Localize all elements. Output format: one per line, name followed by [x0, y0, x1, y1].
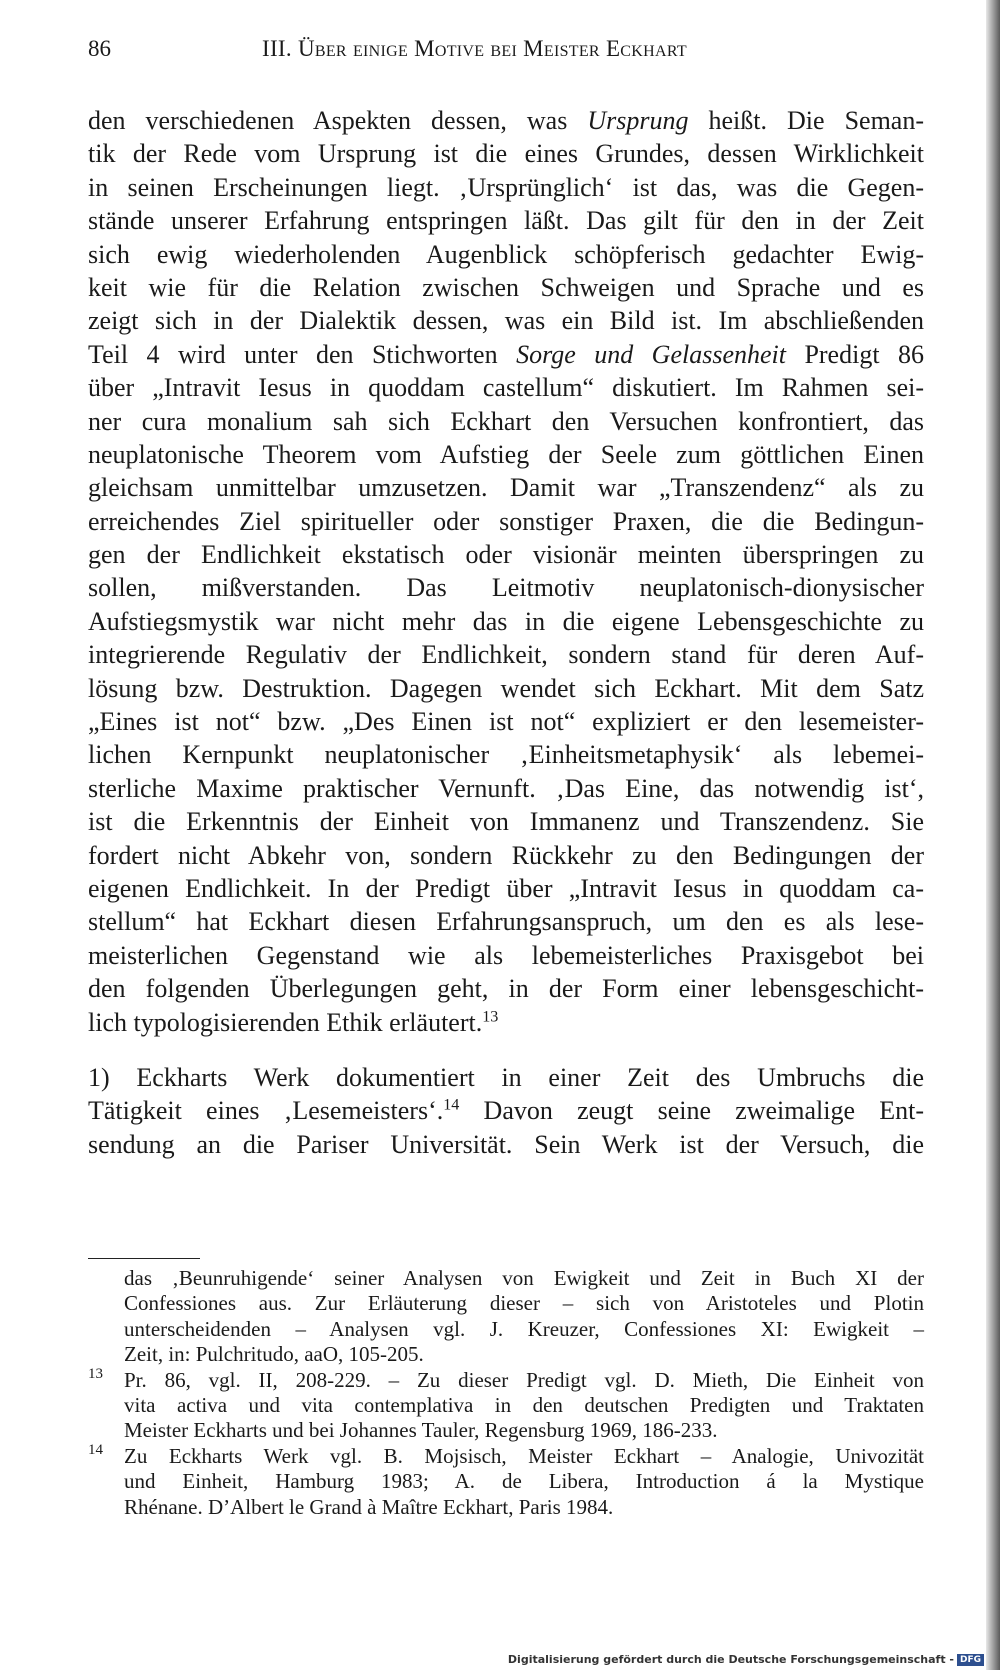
- text-line: zeigt sich in der Dialektik dessen, was ein Bild ist. Im abschließenden: [88, 306, 924, 336]
- running-head: [88, 36, 928, 76]
- text-line: eigenen Endlichkeit. In der Predigt über „Intravit Iesus in quoddam ca-: [88, 873, 924, 903]
- emphasis-sorge-gelassenheit: Sorge und Gelassenheit: [516, 339, 786, 369]
- running-title: III. Über einige Motive bei Meister Eckhart: [262, 36, 687, 61]
- footnote-line: Confessiones aus. Zur Erläuterung dieser – sich von Aristoteles und Plotin: [124, 1291, 924, 1316]
- footnote-13: [88, 1365, 924, 1444]
- text-line: den verschiedenen Aspekten dessen, was Ursprung heißt. Die Seman-: [88, 106, 924, 135]
- text-line: den folgenden Überlegungen geht, in der Form einer lebensgeschicht-: [88, 974, 924, 1004]
- text-line: gleichsam unmittelbar umzusetzen. Damit war „Transzendenz“ als zu: [88, 473, 924, 503]
- text-line: tik der Rede vom Ursprung ist die eines Grundes, dessen Wirklichkeit: [88, 139, 924, 169]
- text-line: sollen, mißverstanden. Das Leitmotiv neuplatonisch-dionysischer: [88, 573, 924, 603]
- text-line: in seinen Erscheinungen liegt. ‚Ursprünglich‘ ist das, was die Gegen-: [88, 172, 924, 202]
- emphasis-ursprung: Ursprung: [587, 106, 689, 135]
- text-line: keit wie für die Relation zwischen Schweigen und Sprache und es: [88, 272, 924, 302]
- text-line: sich ewig wiederholenden Augenblick schöpferisch gedachter Ewig-: [88, 239, 924, 269]
- text-line: Teil 4 wird unter den Stichworten Sorge und Gelassenheit Predigt 86: [88, 339, 925, 369]
- footnotes: [88, 1266, 924, 1520]
- footnote-ref-14[interactable]: 14: [443, 1096, 460, 1114]
- footnote-separator: [88, 1258, 200, 1259]
- text-line: ist die Erkenntnis der Einheit von Immanenz und Transzendenz. Sie: [88, 807, 924, 837]
- footnote-mark-14: 14: [88, 1441, 103, 1458]
- text-line: 1) Eckharts Werk dokumentiert in einer Zeit des Umbruchs die: [88, 1062, 924, 1092]
- text-line: Tätigkeit eines ‚Lesemeisters‘.$^{14}$ Davon zeugt seine zweimalige Ent-: [88, 1096, 924, 1126]
- text-line: ner cura monalium sah sich Eckhart den Versuchen konfrontiert, das: [88, 406, 924, 436]
- text-line: sendung an die Pariser Universität. Sein Werk ist der Versuch, die: [88, 1129, 924, 1159]
- text-line: Aufstiegsmystik war nicht mehr das in die eigene Lebensgeschichte zu: [88, 606, 924, 636]
- text-line: integrierende Regulativ der Endlichkeit, sondern stand für deren Auf-: [88, 640, 924, 670]
- text-line: lich typologisierenden Ethik erläutert.$^{13}$: [88, 1007, 499, 1037]
- text-line: stände unserer Erfahrung entspringen läßt. Das gilt für den in der Zeit: [88, 206, 924, 236]
- text-line: „Eines ist not“ bzw. „Des Einen ist not“ expliziert er den lesemeister-: [88, 707, 924, 737]
- footnote-continued: [88, 1266, 924, 1368]
- text-line: über „Intravit Iesus in quoddam castellum“ diskutiert. Im Rahmen sei-: [88, 373, 924, 403]
- footnote-line: 13 Pr. 86, vgl. II, 208-229. – Zu dieser Predigt vgl. D. Mieth, Die Einheit von: [88, 1365, 924, 1392]
- footnote-line: 14 Zu Eckharts Werk vgl. B. Mojsisch, Meister Eckhart – Analogie, Univozität: [88, 1441, 924, 1468]
- body-text: [88, 104, 924, 1161]
- text-line: stellum“ hat Eckhart diesen Erfahrungsanspruch, um den es als lese-: [88, 907, 924, 937]
- footnote-line: Zeit, in: Pulchritudo, aaO, 105-205.: [124, 1342, 424, 1367]
- footnote-line: das ‚Beunruhigende‘ seiner Analysen von Ewigkeit und Zeit in Buch XI der: [124, 1266, 924, 1290]
- scanned-page-edge: [986, 0, 1000, 1670]
- footnote-line: und Einheit, Hamburg 1983; A. de Libera, Introduction á la Mystique: [124, 1469, 924, 1494]
- digitization-credit: Digitalisierung gefördert durch die Deutsche Forschungsgemeinschaft - DFG: [508, 1653, 984, 1666]
- text-line: neuplatonische Theorem vom Aufstieg der Seele zum göttlichen Einen: [88, 439, 924, 469]
- footnote-line: Meister Eckharts und bei Johannes Tauler, Regensburg 1969, 186-233.: [124, 1418, 718, 1443]
- footnote-line: unterscheidenden – Analysen vgl. J. Kreuzer, Confessiones XI: Ewigkeit –: [124, 1316, 924, 1341]
- paragraph-1: [88, 104, 924, 1039]
- text-line: fordert nicht Abkehr von, sondern Rückkehr zu den Bedingungen der: [88, 840, 924, 870]
- footnote-line: vita activa und vita contemplativa in den deutschen Predigten und Traktaten: [124, 1392, 924, 1417]
- footnote-ref-13[interactable]: 13: [482, 1007, 499, 1025]
- text-line: lösung bzw. Destruktion. Dagegen wendet sich Eckhart. Mit dem Satz: [88, 673, 924, 703]
- footnote-mark-13: 13: [88, 1365, 103, 1382]
- text-line: lichen Kernpunkt neuplatonischer ‚Einheitsmetaphysik‘ als lebemei-: [88, 740, 924, 770]
- footnote-line: Rhénane. D’Albert le Grand à Maître Eckhart, Paris 1984.: [124, 1494, 614, 1519]
- footnote-14: [88, 1441, 924, 1520]
- text-line: erreichendes Ziel spiritueller oder sonstiger Praxen, die die Bedingun-: [88, 506, 924, 536]
- paragraph-gap: [88, 1039, 924, 1061]
- text-line: gen der Endlichkeit ekstatisch oder visionär meinten überspringen zu: [88, 540, 924, 570]
- text-line: meisterlichen Gegenstand wie als lebemeisterliches Praxisgebot bei: [88, 940, 924, 970]
- paragraph-2: [88, 1061, 924, 1161]
- dfg-logo-icon: DFG: [957, 1654, 984, 1666]
- text-line: sterliche Maxime praktischer Vernunft. ‚Das Eine, das notwendig ist‘,: [88, 773, 924, 803]
- page-number: 86: [88, 36, 111, 61]
